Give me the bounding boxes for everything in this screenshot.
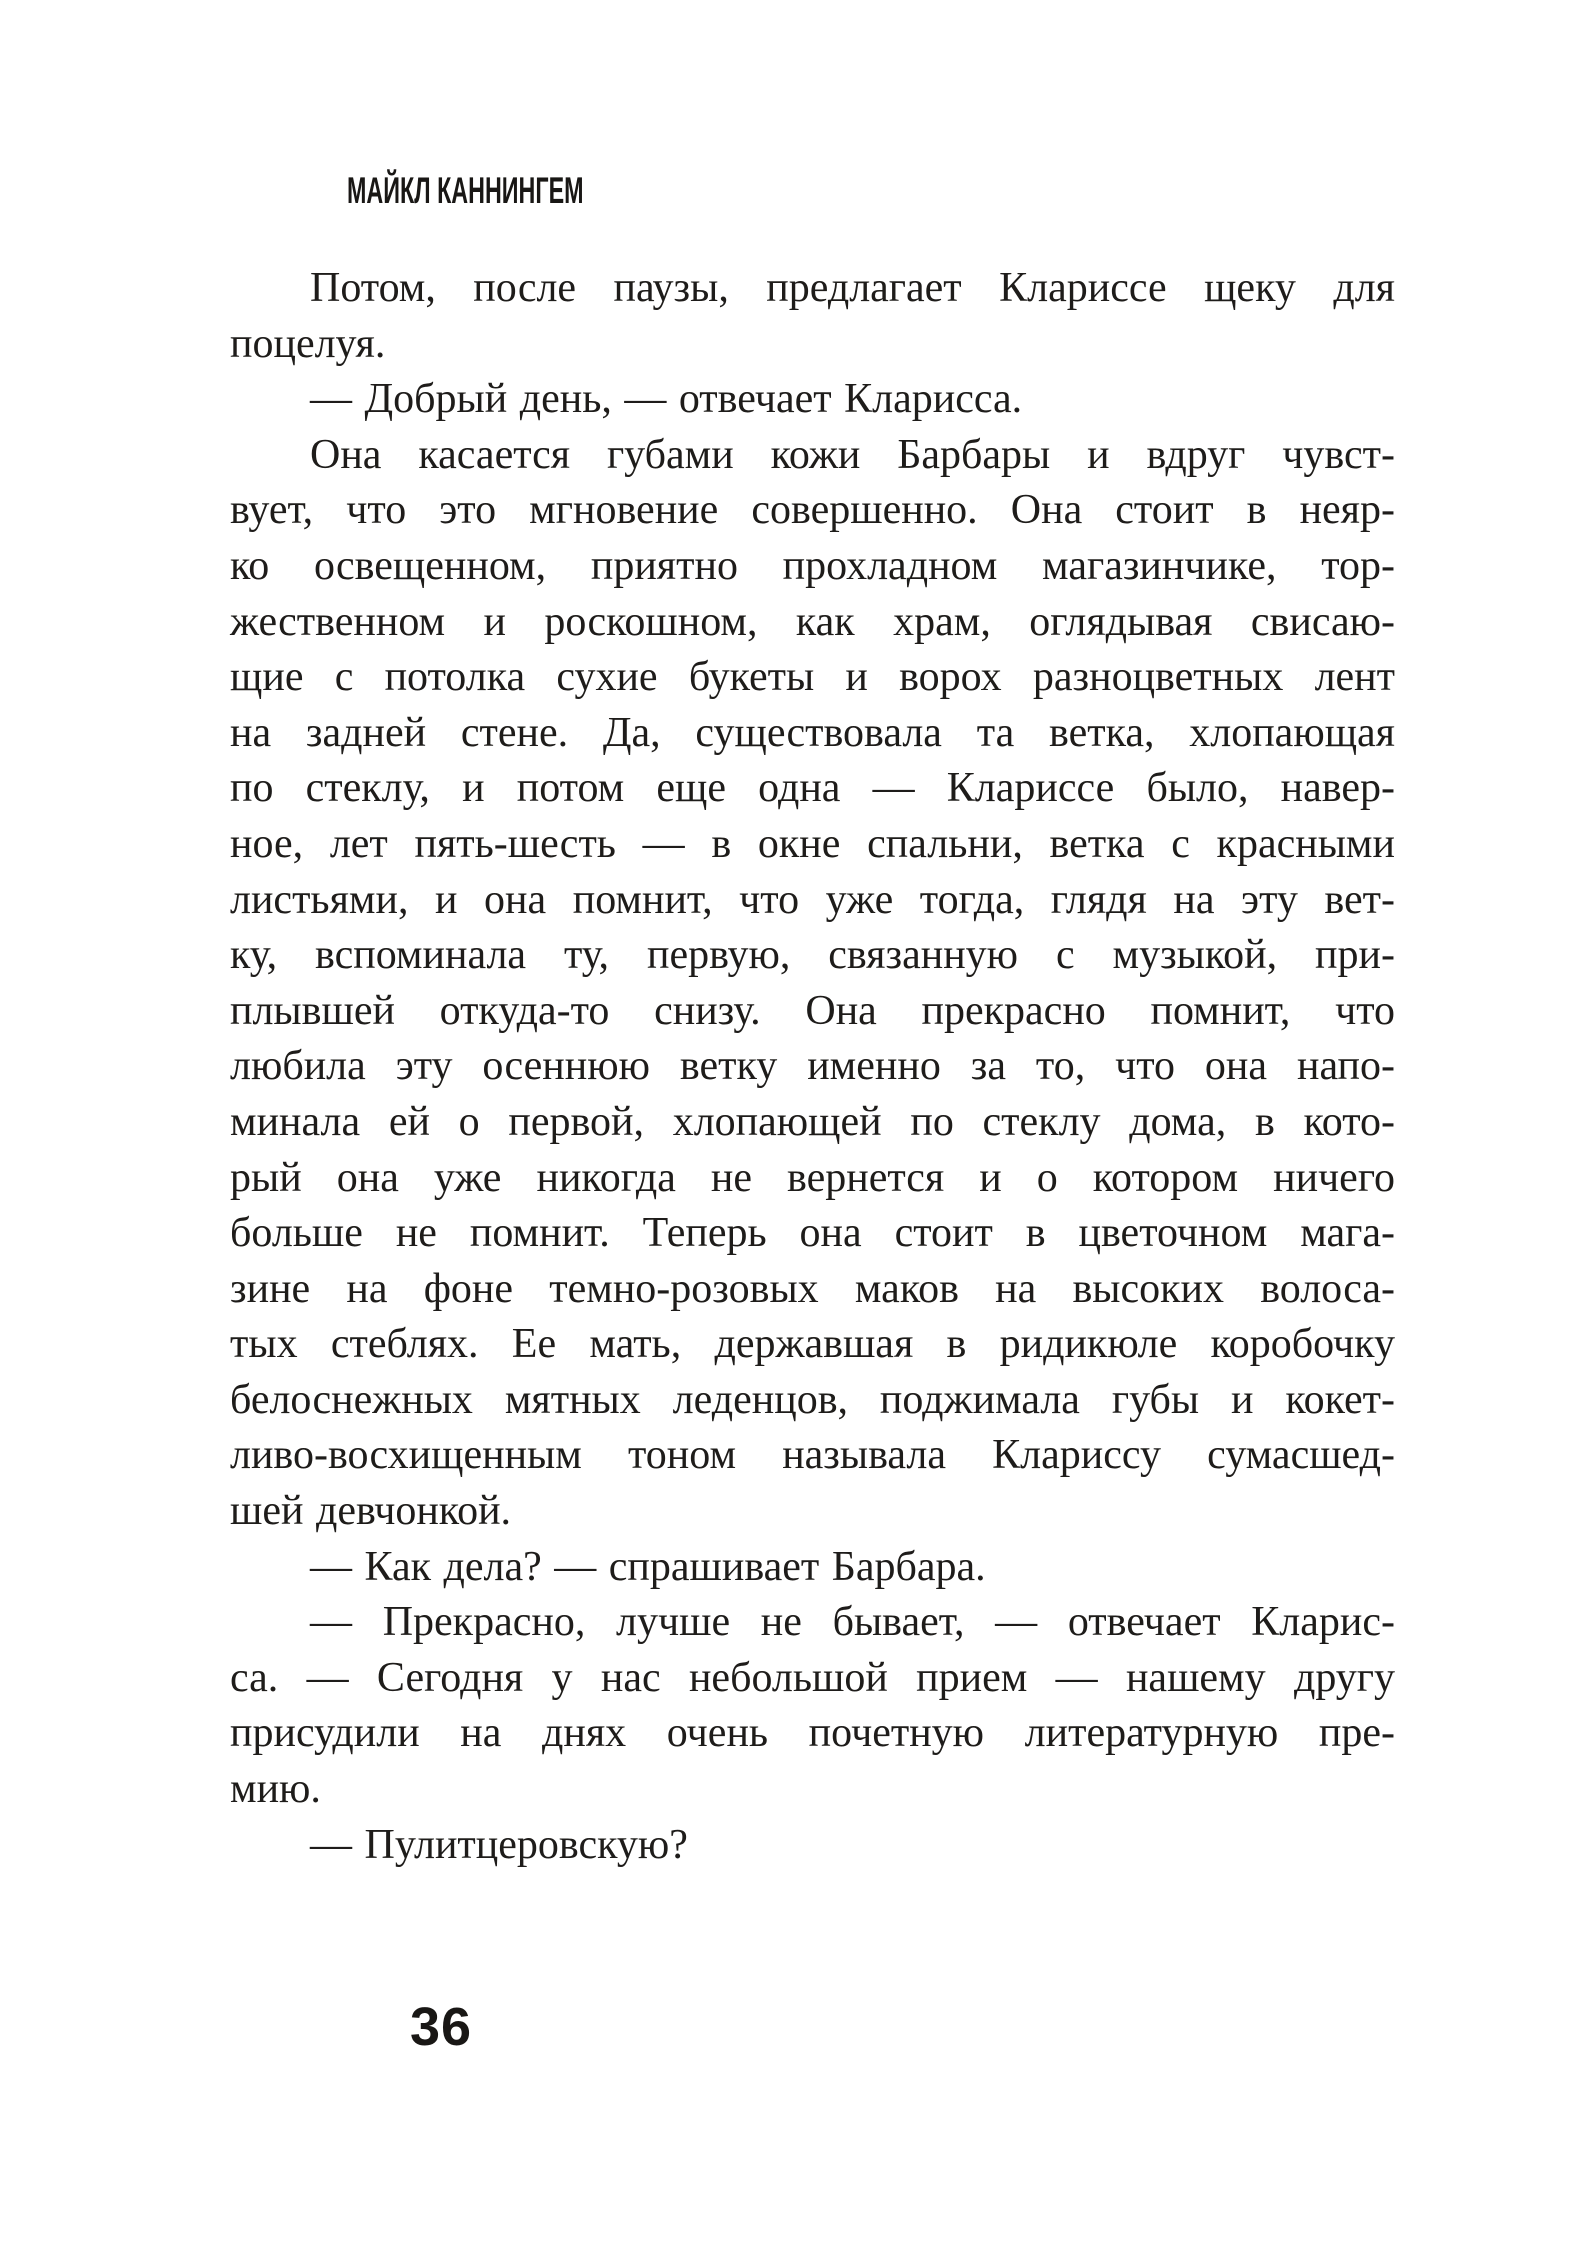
text-line: ко освещенном, приятно прохладном магазинчике, тор-	[230, 542, 1395, 589]
text-line: жественном и роскошном, как храм, оглядывая свисаю-	[230, 598, 1395, 645]
text-line: — Прекрасно, лучше не бывает, — отвечает Кларис-	[310, 1599, 1395, 1646]
text-block	[230, 261, 1395, 1873]
text-line: Потом, после паузы, предлагает Клариссе щеку для	[310, 265, 1395, 311]
text-line: ку, вспоминала ту, первую, связанную с музыкой, при-	[230, 932, 1395, 979]
paragraph	[230, 261, 1395, 372]
text-line: листьями, и она помнит, что уже тогда, глядя на эту вет-	[230, 876, 1395, 923]
text-line: рый она уже никогда не вернется и о котором ничего	[230, 1154, 1395, 1201]
text-line: мию.	[230, 1766, 321, 1813]
text-line: щие с потолка сухие букеты и ворох разноцветных лент	[230, 654, 1395, 701]
text-line: минала ей о первой, хлопающей по стеклу дома, в кото-	[230, 1098, 1395, 1145]
text-line: Она касается губами кожи Барбары и вдруг чувст-	[310, 431, 1395, 478]
text-line: ное, лет пять-шесть — в окне спальни, ветка с красными	[230, 820, 1395, 867]
text-line: — Пулитцеровскую?	[310, 1821, 688, 1868]
text-line: поцелуя.	[230, 320, 386, 367]
text-line: присудили на днях очень почетную литературную пре-	[230, 1710, 1395, 1757]
paragraph	[230, 1818, 1395, 1874]
text-line: вует, что это мгновение совершенно. Она стоит в неяр-	[230, 487, 1395, 534]
paragraph	[230, 428, 1395, 1540]
text-line: плывшей откуда-то снизу. Она прекрасно помнит, что	[230, 987, 1395, 1034]
text-line: на задней стене. Да, существовала та ветка, хлопающая	[230, 709, 1395, 756]
text-line: шей девчонкой.	[230, 1488, 512, 1535]
text-line: са. — Сегодня у нас небольшой прием — нашему другу	[230, 1654, 1395, 1701]
page-number: 36	[410, 1997, 473, 2057]
text-line: больше не помнит. Теперь она стоит в цветочном мага-	[230, 1210, 1395, 1257]
text-line: ливо-восхищенным тоном называла Клариссу сумасшед-	[230, 1432, 1395, 1479]
text-line: зине на фоне темно-розовых маков на высоких волоса-	[230, 1265, 1395, 1312]
text-line: любила эту осеннюю ветку именно за то, что она напо-	[230, 1043, 1395, 1090]
paragraph	[230, 1540, 1395, 1596]
text-line: тых стеблях. Ее мать, державшая в ридикюле коробочку	[230, 1321, 1395, 1368]
running-header: МАЙКЛ КАННИНГЕМ	[347, 170, 584, 211]
paragraph	[230, 1595, 1395, 1817]
paragraph	[230, 372, 1395, 428]
text-line: — Добрый день, — отвечает Кларисса.	[310, 376, 1023, 423]
text-line: по стеклу, и потом еще одна — Клариссе было, навер-	[230, 765, 1395, 812]
text-line: — Как дела? — спрашивает Барбара.	[310, 1543, 986, 1590]
text-line: белоснежных мятных леденцов, поджимала губы и кокет-	[230, 1376, 1395, 1423]
